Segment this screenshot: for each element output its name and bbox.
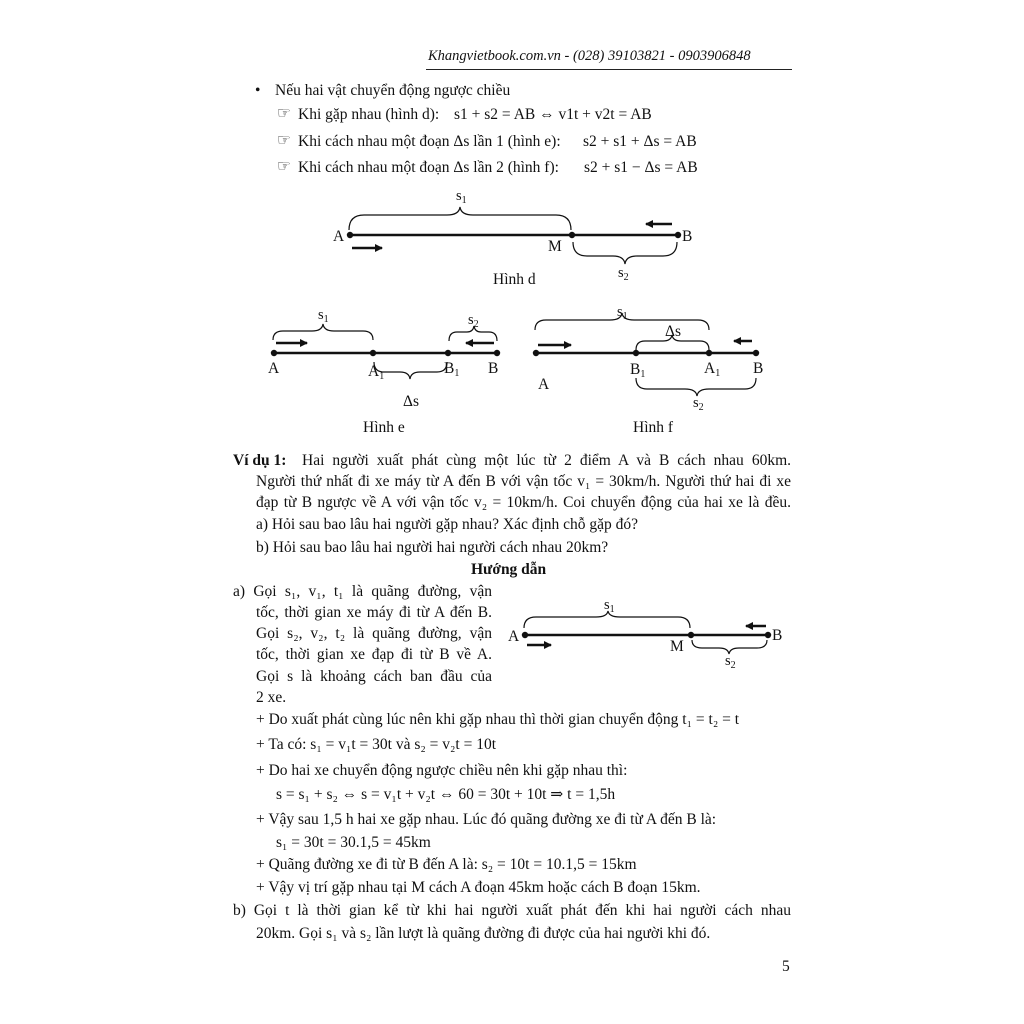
label-a1: A1 bbox=[704, 360, 721, 379]
label-s1: $s_1$ bbox=[617, 304, 628, 322]
page-header: Khangvietbook.com.vn - (028) 39103821 - 0903906848 bbox=[428, 48, 751, 64]
label-s2: $s_2$ bbox=[468, 312, 479, 330]
label-m: M bbox=[670, 638, 684, 655]
label-b: B bbox=[753, 360, 764, 377]
figure-caption: Hình e bbox=[363, 419, 405, 436]
solution-a-line: a) Gọi s₁, v₁, t₁ là quãng đường, vận bbox=[233, 583, 492, 600]
case-lead: Khi gặp nhau (hình d): bbox=[298, 106, 440, 123]
figure-d bbox=[333, 188, 692, 288]
example-line: Hai người xuất phát cùng một lúc từ 2 điểm A và B cách nhau 60km. bbox=[302, 452, 791, 469]
page-number: 5 bbox=[782, 958, 790, 975]
pointing-hand-icon: ☞ bbox=[277, 132, 291, 149]
case-lead: Khi cách nhau một đoạn Δs lần 2 (hình f): bbox=[298, 159, 559, 176]
label-b1: B1 bbox=[630, 361, 646, 380]
point-b1 bbox=[633, 350, 639, 356]
point-m bbox=[569, 232, 575, 238]
point-a bbox=[533, 350, 539, 356]
label-b: B bbox=[488, 360, 499, 377]
solution-b-line: b) Gọi t là thời gian kể từ khi hai người xuất phát đến khi hai người cách nhau bbox=[233, 902, 791, 919]
point-a1 bbox=[706, 350, 712, 356]
point-a bbox=[522, 632, 528, 638]
brace-s1 bbox=[349, 207, 571, 230]
label-s2: $s_2$ bbox=[618, 265, 629, 283]
point-b bbox=[753, 350, 759, 356]
example-line: đạp từ B ngược về A với vận tốc v₂ = 10km/h. Coi chuyển động của hai xe là đều. bbox=[256, 494, 791, 511]
bullet-dot: • bbox=[255, 82, 261, 99]
figure-caption: Hình d bbox=[493, 271, 536, 288]
intro-bullet: Nếu hai vật chuyển động ngược chiều bbox=[275, 82, 511, 99]
label-s1: $s_1$ bbox=[604, 597, 615, 615]
point-b1 bbox=[445, 350, 451, 356]
figure-e bbox=[268, 307, 500, 436]
example-line: Người thứ nhất đi xe máy từ A đến B với vận tốc v₁ = 30km/h. Người thứ hai đi xe bbox=[256, 473, 791, 490]
pointing-hand-icon: ☞ bbox=[277, 158, 291, 175]
case-lead: Khi cách nhau một đoạn Δs lần 1 (hình e): bbox=[298, 133, 561, 150]
solution-step: + Do hai xe chuyển động ngược chiều nên khi gặp nhau thì: bbox=[256, 762, 628, 779]
label-s1: $s_1$ bbox=[456, 188, 467, 206]
solution-step: + Do xuất phát cùng lúc nên khi gặp nhau thì thời gian chuyển động t₁ = t₂ = t bbox=[256, 711, 740, 728]
solution-step: + Vậy vị trí gặp nhau tại M cách A đoạn 45km hoặc cách B đoạn 15km. bbox=[256, 879, 701, 896]
label-s1: $s_1$ bbox=[318, 307, 329, 325]
label-ds: Δs bbox=[403, 393, 419, 410]
solution-a-line: 2 xe. bbox=[256, 689, 287, 706]
point-b bbox=[765, 632, 771, 638]
solution-equation: s = s₁ + s₂ ⇔ s = v₁t + v₂t ⇔ 60 = 30t + 10t ⇒ t = 1,5h bbox=[276, 786, 616, 803]
point-a bbox=[271, 350, 277, 356]
point-b bbox=[494, 350, 500, 356]
solution-title: Hướng dẫn bbox=[471, 561, 547, 578]
question-b: b) Hỏi sau bao lâu hai người hai người cách nhau 20km? bbox=[256, 539, 609, 556]
point-a1 bbox=[370, 350, 376, 356]
solution-b-line: 20km. Gọi s₁ và s₂ lần lượt là quãng đường đi được của hai người khi đó. bbox=[256, 925, 711, 942]
label-b: B bbox=[682, 228, 693, 245]
label-a: A bbox=[268, 360, 280, 377]
solution-step: + Ta có: s₁ = v₁t = 30t và s₂ = v₂t = 10t bbox=[256, 736, 497, 753]
brace-s2 bbox=[692, 640, 767, 654]
pointing-hand-icon: ☞ bbox=[277, 105, 291, 122]
label-b1: B1 bbox=[444, 360, 460, 379]
brace-ds bbox=[374, 362, 447, 379]
solution-equation: s₁ = 30t = 30.1,5 = 45km bbox=[276, 834, 431, 851]
case-formula: s2 + s1 − Δs = AB bbox=[584, 159, 698, 176]
label-ds: Δs bbox=[665, 323, 681, 340]
case-formula: s1 + s2 = AB ⇔ v1t + v2t = AB bbox=[454, 106, 652, 123]
label-b: B bbox=[772, 627, 783, 644]
solution-a-line: tốc, thời gian xe máy đi từ A đến B. bbox=[256, 604, 492, 621]
solution-step: + Vậy sau 1,5 h hai xe gặp nhau. Lúc đó quãng đường xe đi từ A đến B là: bbox=[256, 811, 717, 828]
label-s2: $s_2$ bbox=[693, 395, 704, 413]
brace-s1 bbox=[273, 324, 373, 340]
question-a: a) Hỏi sau bao lâu hai người gặp nhau? Xác định chỗ gặp đó? bbox=[256, 516, 639, 533]
brace-s2 bbox=[636, 378, 756, 396]
label-m: M bbox=[548, 238, 562, 255]
case-formula: s2 + s1 + Δs = AB bbox=[583, 133, 697, 150]
label-a: A bbox=[538, 376, 550, 393]
solution-step: + Quãng đường xe đi từ B đến A là: s₂ = 10t = 10.1,5 = 15km bbox=[256, 856, 637, 873]
label-a1: A1 bbox=[368, 363, 385, 382]
point-b bbox=[675, 232, 681, 238]
solution-a-line: Gọi s₂, v₂, t₂ là quãng đường, vận bbox=[256, 625, 492, 642]
solution-a-line: Gọi s là khoảng cách ban đầu của bbox=[256, 668, 492, 685]
figure-solution bbox=[508, 597, 782, 671]
label-a: A bbox=[508, 628, 520, 645]
brace-s2 bbox=[573, 242, 677, 264]
label-a: A bbox=[333, 228, 345, 245]
figure-f bbox=[533, 304, 764, 436]
figure-caption: Hình f bbox=[633, 419, 674, 436]
point-m bbox=[688, 632, 694, 638]
example-label: Ví dụ 1: bbox=[233, 452, 287, 469]
solution-a-line: tốc, thời gian xe đạp đi từ B về A. bbox=[256, 646, 492, 663]
brace-s1 bbox=[524, 611, 690, 628]
label-s2: $s_2$ bbox=[725, 653, 736, 671]
point-a bbox=[347, 232, 353, 238]
